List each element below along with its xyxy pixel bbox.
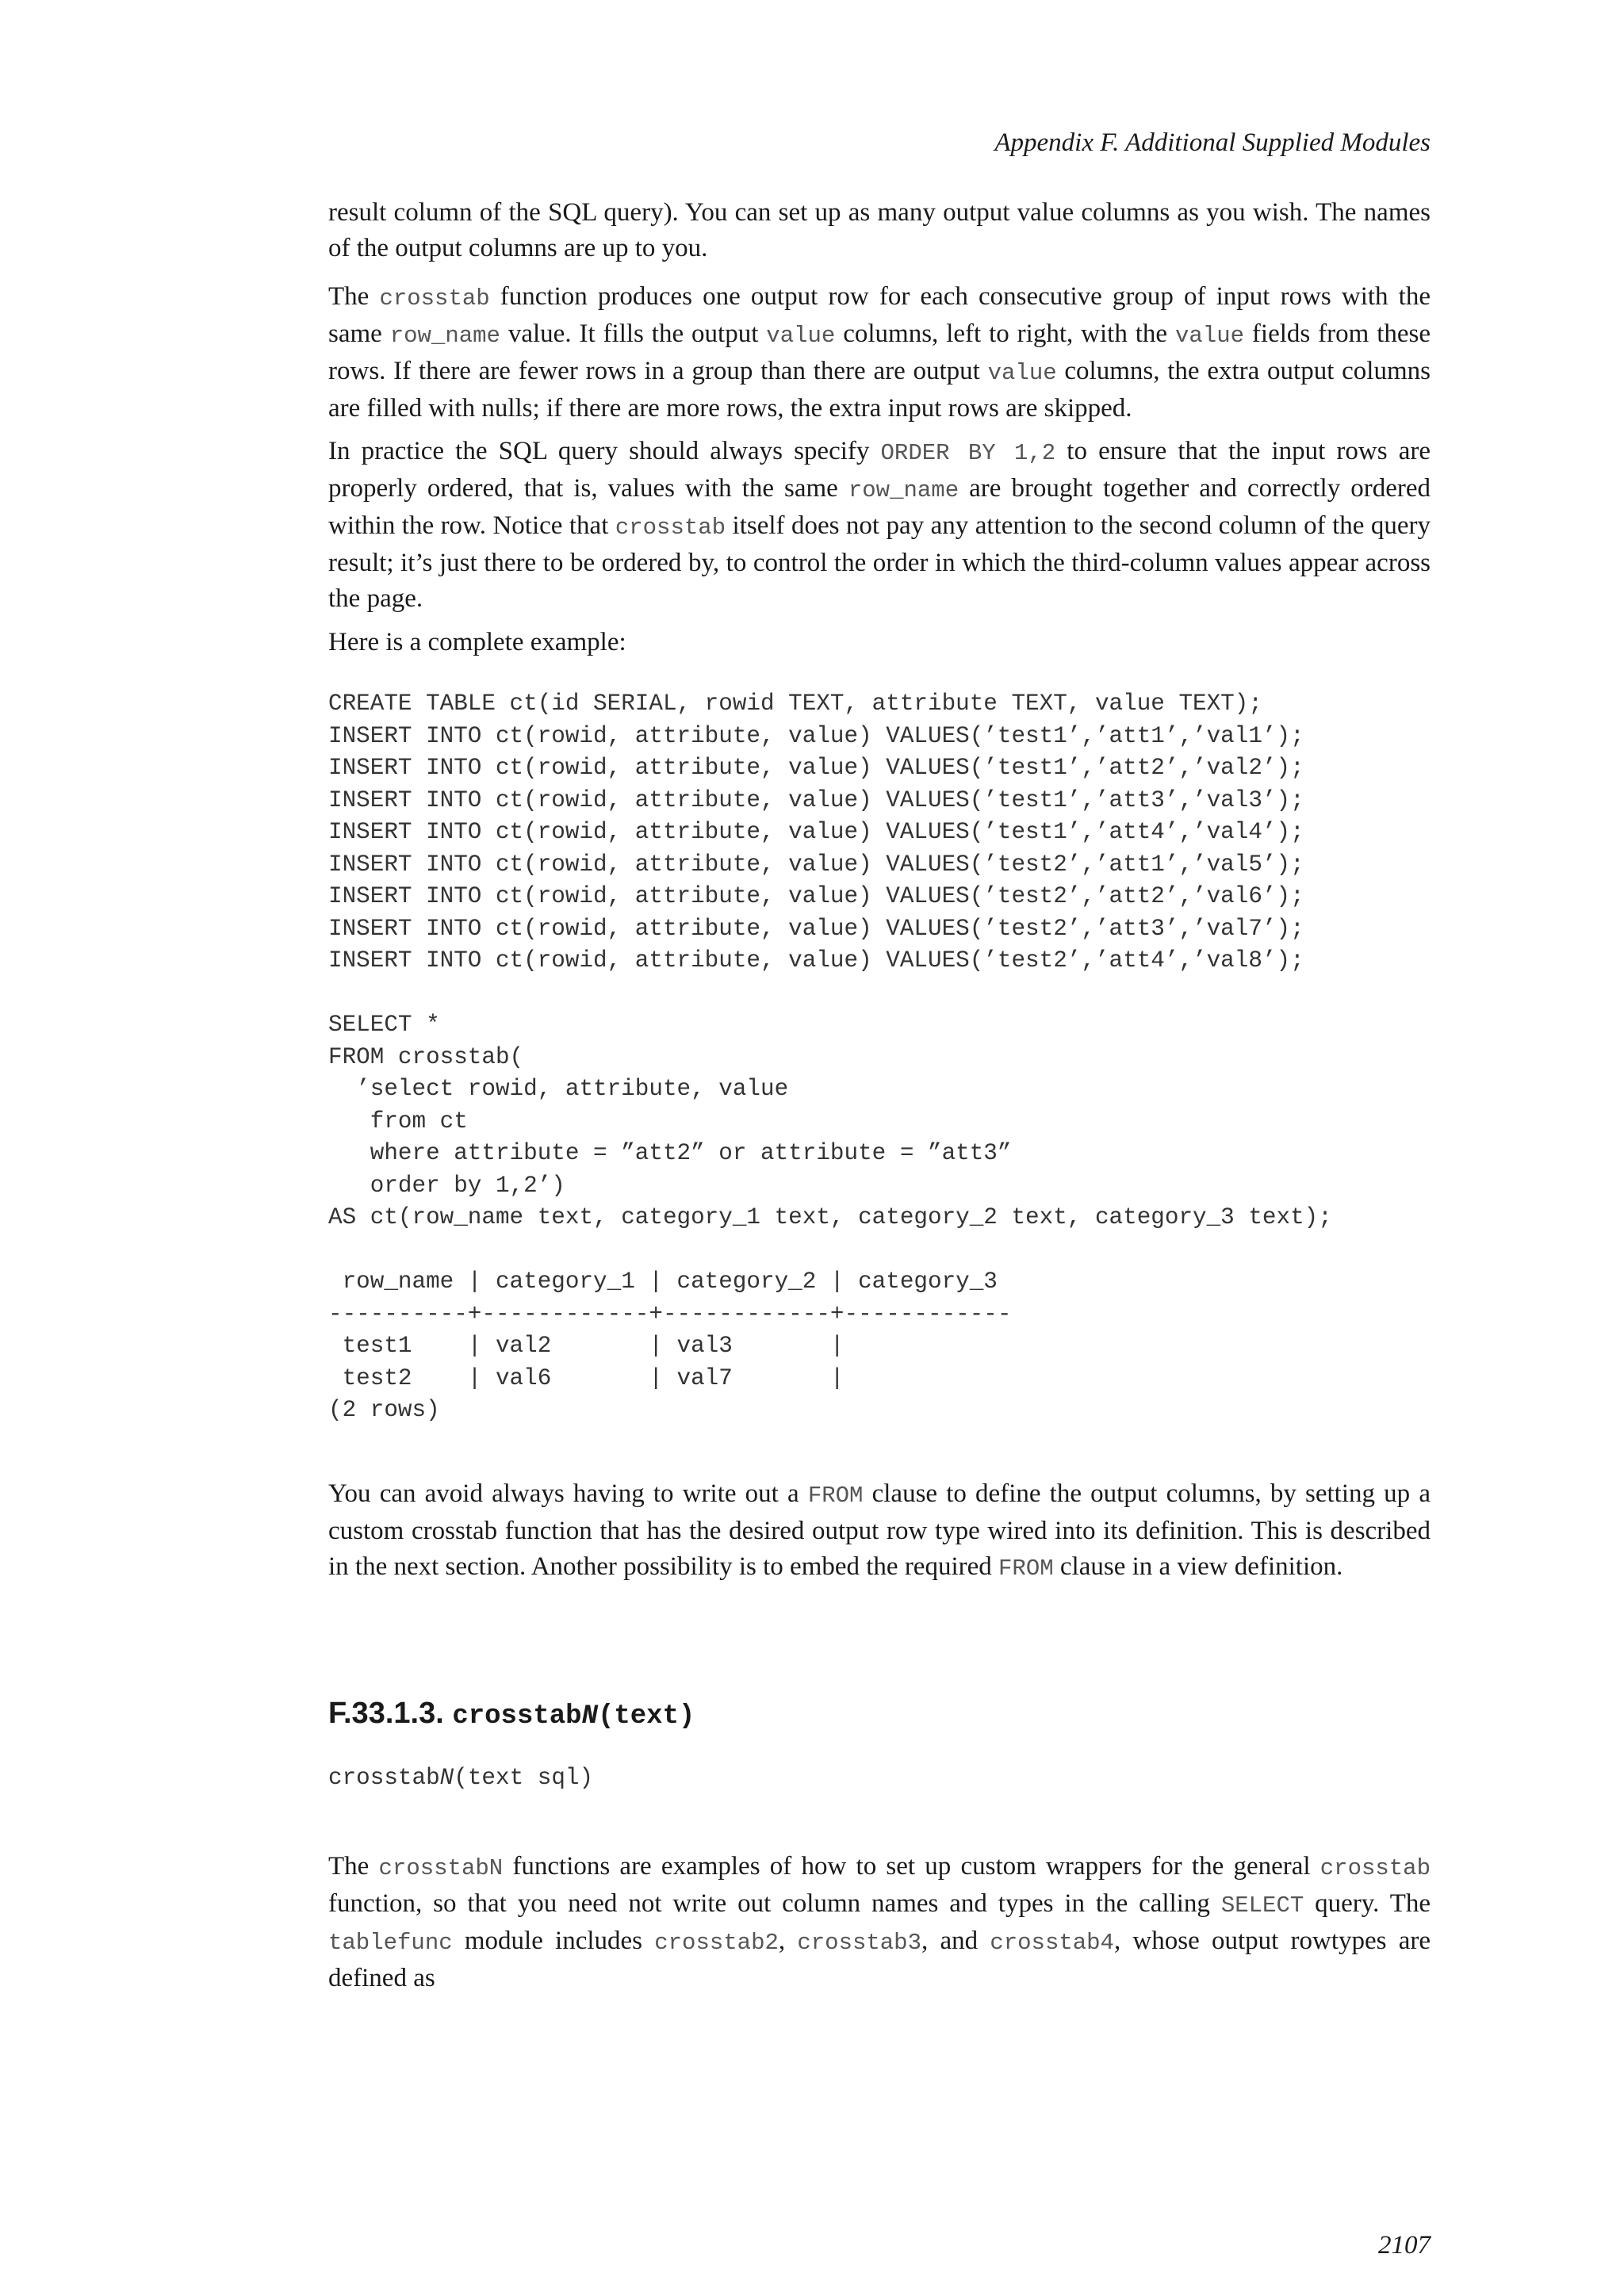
paragraph-output-columns: result column of the SQL query). You can set up as many output value columns as you wish. The names of the output columns are up to you. <box>328 198 1431 262</box>
paragraph-crosstab-behavior: The crosstab function produces one output row for each consecutive group of input rows with the same row_name value. It fills the output value columns, left to right, with the value fields from these rows. If there are fewer rows in a group than there are output value columns, the extra output columns are filled with nulls; if there are more rows, the extra input rows are skipped. <box>328 282 1431 423</box>
page-number: 2107 <box>1378 2231 1431 2260</box>
section-function-name: crosstabN(text) <box>452 1701 695 1732</box>
paragraph-crosstabn: The crosstabN functions are examples of how to set up custom wrappers for the general crosstab function, so that you need not write out column names and types in the calling SELECT query. The tablefunc module includes crosstab2, crosstab3, and crosstab4, whose output rowtypes are defined as <box>328 1852 1431 1992</box>
paragraph-example-intro: Here is a complete example: <box>328 628 626 656</box>
paragraph-order-by: In practice the SQL query should always specify ORDER BY 1,2 to ensure that the input rows are properly ordered, that is, values with the same row_name are brought together and correctly ordered within the row. Notice that crosstab itself does not pay any attention to the second column of the query result; it’s just there to be ordered by, to control the order in which the third-column values appear across the page. <box>328 437 1431 613</box>
function-synopsis: crosstabN(text sql) <box>328 1765 594 1791</box>
paragraph-from-clause: You can avoid always having to write out a FROM clause to define the output columns, by setting up a custom crosstab function that has the desired output row type wired into its definition. This is described in the next section. Another possibility is to embed the required FROM clause in a view definition. <box>328 1479 1431 1582</box>
section-number: F.33.1.3. <box>328 1697 444 1730</box>
section-heading <box>328 1697 695 1732</box>
code-example: CREATE TABLE ct(id SERIAL, rowid TEXT, attribute TEXT, value TEXT); INSERT INTO ct(rowid, attribute, value) VALUES(’test1’,’att1’,’val1’); INSERT INTO ct(rowid, attribute, value) VALUES(’test1’,’att2’,’val2’); INSERT INTO ct(rowid, attribute, value) VALUES(’test1’,’att3’,’val3’); INSERT INTO ct(rowid, attribute, value) VALUES(’test1’,’att4’,’val4’); INSERT INTO ct(rowid, attribute, value) VALUES(’test2’,’att1’,’val5’); INSERT INTO ct(rowid, attribute, value) VALUES(’test2’,’att2’,’val6’); INSERT INTO ct(rowid, attribute, value) VALUES(’test2’,’att3’,’val7’); INSERT INTO ct(rowid, attribute, value) VALUES(’test2’,’att4’,’val8’); SELECT * FROM crosstab( ’select rowid, attribute, value from ct where attribute = ”att2” or attribute = ”att3” order by 1,2’) AS ct(row_name text, category_1 text, category_2 text, category_3 text); row_name | category_1 | category_2 | category_3 ----------+------------+------------+------------ test1 | val2 | val3 | test2 | val6 | val7 | (2 rows) <box>328 691 1332 1423</box>
running-header: Appendix F. Additional Supplied Modules <box>994 128 1431 157</box>
